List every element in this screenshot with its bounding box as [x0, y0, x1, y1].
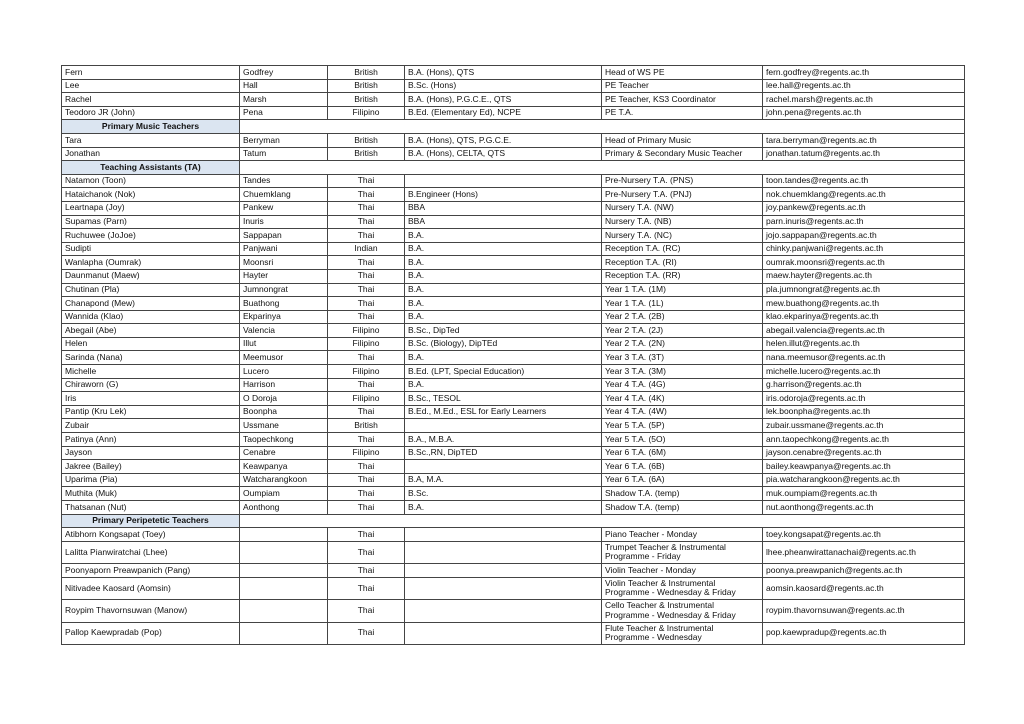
nationality-cell: Thai [328, 541, 405, 563]
first-name-cell: Iris [62, 392, 240, 406]
last-name-cell: Boonpha [240, 405, 328, 419]
table-row [62, 577, 965, 599]
table-row [62, 324, 965, 338]
nationality-cell: Thai [328, 188, 405, 202]
last-name-cell: Aonthong [240, 501, 328, 515]
table-row [62, 79, 965, 93]
qualifications-cell: B.A. [405, 297, 602, 311]
qualifications-cell: B.Ed. (LPT, Special Education) [405, 365, 602, 379]
first-name-cell: Supamas (Parn) [62, 215, 240, 229]
last-name-cell: Ussmane [240, 419, 328, 433]
first-name-cell: Chutinan (Pla) [62, 283, 240, 297]
last-name-cell: Watcharangkoon [240, 473, 328, 487]
email-cell: parn.inuris@regents.ac.th [763, 215, 965, 229]
position-cell: Violin Teacher & Instrumental Programme - Wednesday & Friday [602, 577, 763, 599]
first-name-cell: Michelle [62, 365, 240, 379]
nationality-cell: Filipino [328, 324, 405, 338]
email-cell: muk.oumpiam@regents.ac.th [763, 487, 965, 501]
nationality-cell: British [328, 93, 405, 107]
first-name-cell: Poonyaporn Preawpanich (Pang) [62, 564, 240, 578]
last-name-cell: Hayter [240, 269, 328, 283]
qualifications-cell: B.Sc.,RN, DipTED [405, 446, 602, 460]
first-name-cell: Rachel [62, 93, 240, 107]
table-row [62, 564, 965, 578]
position-cell: Year 2 T.A. (2N) [602, 337, 763, 351]
position-cell: Year 3 T.A. (3M) [602, 365, 763, 379]
position-cell: PE Teacher [602, 79, 763, 93]
position-cell: Piano Teacher - Monday [602, 528, 763, 542]
table-row [62, 215, 965, 229]
email-cell: oumrak.moonsri@regents.ac.th [763, 256, 965, 270]
table-row [62, 93, 965, 107]
email-cell: iris.odoroja@regents.ac.th [763, 392, 965, 406]
nationality-cell: Thai [328, 460, 405, 474]
email-cell: pop.kaewpradup@regents.ac.th [763, 622, 965, 644]
table-row [62, 201, 965, 215]
table-row [62, 541, 965, 563]
table-row [62, 473, 965, 487]
last-name-cell: Tatum [240, 147, 328, 161]
table-row [62, 446, 965, 460]
table-row [62, 133, 965, 147]
email-cell: abegail.valencia@regents.ac.th [763, 324, 965, 338]
email-cell: lhee.pheanwirattanachai@regents.ac.th [763, 541, 965, 563]
table-row [62, 242, 965, 256]
last-name-cell [240, 622, 328, 644]
first-name-cell: Patinya (Ann) [62, 433, 240, 447]
first-name-cell: Chiraworn (G) [62, 378, 240, 392]
last-name-cell: Inuris [240, 215, 328, 229]
table-row [62, 351, 965, 365]
first-name-cell: Wannida (Klao) [62, 310, 240, 324]
position-cell: Pre-Nursery T.A. (PNS) [602, 174, 763, 188]
position-cell: Year 6 T.A. (6B) [602, 460, 763, 474]
email-cell: michelle.lucero@regents.ac.th [763, 365, 965, 379]
nationality-cell: Thai [328, 405, 405, 419]
table-row [62, 310, 965, 324]
table-row [62, 378, 965, 392]
email-cell: toey.kongsapat@regents.ac.th [763, 528, 965, 542]
nationality-cell: Thai [328, 201, 405, 215]
position-cell: Violin Teacher - Monday [602, 564, 763, 578]
table-row [62, 269, 965, 283]
nationality-cell: Filipino [328, 446, 405, 460]
section-header-row [62, 514, 965, 528]
last-name-cell: Harrison [240, 378, 328, 392]
qualifications-cell: B.Sc. (Biology), DipTEd [405, 337, 602, 351]
email-cell: jonathan.tatum@regents.ac.th [763, 147, 965, 161]
first-name-cell: Tara [62, 133, 240, 147]
table-row [62, 66, 965, 80]
position-cell: Year 3 T.A. (3T) [602, 351, 763, 365]
first-name-cell: Daunmanut (Maew) [62, 269, 240, 283]
nationality-cell: Filipino [328, 337, 405, 351]
nationality-cell: Thai [328, 600, 405, 622]
table-row [62, 392, 965, 406]
first-name-cell: Sudipti [62, 242, 240, 256]
nationality-cell: Thai [328, 378, 405, 392]
position-cell: Head of WS PE [602, 66, 763, 80]
email-cell: mew.buathong@regents.ac.th [763, 297, 965, 311]
email-cell: tara.berryman@regents.ac.th [763, 133, 965, 147]
qualifications-cell: B.A. (Hons), QTS [405, 66, 602, 80]
table-row [62, 283, 965, 297]
email-cell: aomsin.kaosard@regents.ac.th [763, 577, 965, 599]
first-name-cell: Atibhorn Kongsapat (Toey) [62, 528, 240, 542]
nationality-cell: Thai [328, 229, 405, 243]
nationality-cell: Thai [328, 351, 405, 365]
first-name-cell: Fern [62, 66, 240, 80]
first-name-cell: Jonathan [62, 147, 240, 161]
qualifications-cell: B.A. [405, 501, 602, 515]
first-name-cell: Sarinda (Nana) [62, 351, 240, 365]
first-name-cell: Nitivadee Kaosard (Aomsin) [62, 577, 240, 599]
staff-directory-sheet [61, 65, 964, 645]
qualifications-cell [405, 564, 602, 578]
qualifications-cell: B.A. [405, 229, 602, 243]
qualifications-cell: B.Ed. (Elementary Ed), NCPE [405, 106, 602, 120]
email-cell: g.harrison@regents.ac.th [763, 378, 965, 392]
qualifications-cell: BBA [405, 201, 602, 215]
last-name-cell: Cenabre [240, 446, 328, 460]
qualifications-cell [405, 577, 602, 599]
email-cell: toon.tandes@regents.ac.th [763, 174, 965, 188]
qualifications-cell: B.A., M.B.A. [405, 433, 602, 447]
position-cell: Pre-Nursery T.A. (PNJ) [602, 188, 763, 202]
last-name-cell: Meemusor [240, 351, 328, 365]
email-cell: jojo.sappapan@regents.ac.th [763, 229, 965, 243]
position-cell: Cello Teacher & Instrumental Programme - Wednesday & Friday [602, 600, 763, 622]
nationality-cell: Thai [328, 501, 405, 515]
nationality-cell: Filipino [328, 392, 405, 406]
position-cell: Year 4 T.A. (4K) [602, 392, 763, 406]
email-cell: roypim.thavornsuwan@regents.ac.th [763, 600, 965, 622]
first-name-cell: Hataichanok (Nok) [62, 188, 240, 202]
last-name-cell: Sappapan [240, 229, 328, 243]
email-cell: poonya.preawpanich@regents.ac.th [763, 564, 965, 578]
position-cell: Flute Teacher & Instrumental Programme - Wednesday [602, 622, 763, 644]
last-name-cell: Valencia [240, 324, 328, 338]
qualifications-cell: B.Sc. (Hons) [405, 79, 602, 93]
email-cell: joy.pankew@regents.ac.th [763, 201, 965, 215]
table-row [62, 297, 965, 311]
nationality-cell: Thai [328, 215, 405, 229]
qualifications-cell [405, 419, 602, 433]
last-name-cell: Keawpanya [240, 460, 328, 474]
table-row [62, 501, 965, 515]
email-cell: fern.godfrey@regents.ac.th [763, 66, 965, 80]
email-cell: rachel.marsh@regents.ac.th [763, 93, 965, 107]
first-name-cell: Zubair [62, 419, 240, 433]
first-name-cell: Thatsanan (Nut) [62, 501, 240, 515]
last-name-cell: Illut [240, 337, 328, 351]
email-cell: helen.illut@regents.ac.th [763, 337, 965, 351]
first-name-cell: Chanapond (Mew) [62, 297, 240, 311]
last-name-cell [240, 528, 328, 542]
first-name-cell: Abegail (Abe) [62, 324, 240, 338]
email-cell: jayson.cenabre@regents.ac.th [763, 446, 965, 460]
qualifications-cell: B.Sc. [405, 487, 602, 501]
section-filler [240, 514, 965, 528]
table-row [62, 419, 965, 433]
section-title: Teaching Assistants (TA) [62, 161, 240, 175]
qualifications-cell: B.Sc., DipTed [405, 324, 602, 338]
table-row [62, 174, 965, 188]
first-name-cell: Uparima (Pia) [62, 473, 240, 487]
position-cell: Year 4 T.A. (4G) [602, 378, 763, 392]
last-name-cell: Pankew [240, 201, 328, 215]
position-cell: PE Teacher, KS3 Coordinator [602, 93, 763, 107]
qualifications-cell: B.A. [405, 283, 602, 297]
first-name-cell: Wanlapha (Oumrak) [62, 256, 240, 270]
table-row [62, 622, 965, 644]
last-name-cell: Taopechkong [240, 433, 328, 447]
position-cell: Shadow T.A. (temp) [602, 487, 763, 501]
position-cell: Trumpet Teacher & Instrumental Programme - Friday [602, 541, 763, 563]
email-cell: bailey.keawpanya@regents.ac.th [763, 460, 965, 474]
email-cell: chinky.panjwani@regents.ac.th [763, 242, 965, 256]
last-name-cell [240, 541, 328, 563]
table-row [62, 460, 965, 474]
nationality-cell: Thai [328, 577, 405, 599]
position-cell: Reception T.A. (RC) [602, 242, 763, 256]
qualifications-cell: B.A. [405, 351, 602, 365]
email-cell: pla.jumnongrat@regents.ac.th [763, 283, 965, 297]
qualifications-cell: B.A. (Hons), CELTA, QTS [405, 147, 602, 161]
nationality-cell: British [328, 79, 405, 93]
first-name-cell: Muthita (Muk) [62, 487, 240, 501]
table-row [62, 256, 965, 270]
table-row [62, 147, 965, 161]
last-name-cell: Jumnongrat [240, 283, 328, 297]
email-cell: nut.aonthong@regents.ac.th [763, 501, 965, 515]
last-name-cell: Tandes [240, 174, 328, 188]
nationality-cell: Thai [328, 256, 405, 270]
position-cell: Year 4 T.A. (4W) [602, 405, 763, 419]
position-cell: Year 5 T.A. (5O) [602, 433, 763, 447]
last-name-cell: Chuemklang [240, 188, 328, 202]
nationality-cell: Filipino [328, 365, 405, 379]
qualifications-cell: B.A. [405, 256, 602, 270]
last-name-cell: Marsh [240, 93, 328, 107]
table-row [62, 528, 965, 542]
section-title: Primary Music Teachers [62, 120, 240, 134]
first-name-cell: Jayson [62, 446, 240, 460]
nationality-cell: Thai [328, 528, 405, 542]
position-cell: Head of Primary Music [602, 133, 763, 147]
staff-table [61, 65, 965, 645]
email-cell: ann.taopechkong@regents.ac.th [763, 433, 965, 447]
first-name-cell: Natamon (Toon) [62, 174, 240, 188]
last-name-cell: Berryman [240, 133, 328, 147]
email-cell: pia.watcharangkoon@regents.ac.th [763, 473, 965, 487]
nationality-cell: Thai [328, 297, 405, 311]
nationality-cell: Thai [328, 622, 405, 644]
table-row [62, 188, 965, 202]
qualifications-cell: B.A. (Hons), QTS, P.G.C.E. [405, 133, 602, 147]
nationality-cell: Thai [328, 310, 405, 324]
qualifications-cell [405, 622, 602, 644]
first-name-cell: Leartnapa (Joy) [62, 201, 240, 215]
nationality-cell: Thai [328, 564, 405, 578]
email-cell: zubair.ussmane@regents.ac.th [763, 419, 965, 433]
last-name-cell: Hall [240, 79, 328, 93]
first-name-cell: Ruchuwee (JoJoe) [62, 229, 240, 243]
section-filler [240, 120, 965, 134]
section-header-row [62, 120, 965, 134]
email-cell: lee.hall@regents.ac.th [763, 79, 965, 93]
last-name-cell [240, 600, 328, 622]
position-cell: Year 2 T.A. (2B) [602, 310, 763, 324]
qualifications-cell [405, 541, 602, 563]
section-header-row [62, 161, 965, 175]
qualifications-cell: B.A. [405, 269, 602, 283]
email-cell: nana.meemusor@regents.ac.th [763, 351, 965, 365]
nationality-cell: British [328, 66, 405, 80]
last-name-cell [240, 564, 328, 578]
table-row [62, 487, 965, 501]
last-name-cell: Oumpiam [240, 487, 328, 501]
position-cell: Nursery T.A. (NB) [602, 215, 763, 229]
first-name-cell: Roypim Thavornsuwan (Manow) [62, 600, 240, 622]
table-row [62, 337, 965, 351]
position-cell: Nursery T.A. (NC) [602, 229, 763, 243]
position-cell: PE T.A. [602, 106, 763, 120]
last-name-cell: Ekparinya [240, 310, 328, 324]
position-cell: Primary & Secondary Music Teacher [602, 147, 763, 161]
last-name-cell: Moonsri [240, 256, 328, 270]
email-cell: john.pena@regents.ac.th [763, 106, 965, 120]
nationality-cell: British [328, 133, 405, 147]
last-name-cell: Lucero [240, 365, 328, 379]
table-row [62, 229, 965, 243]
last-name-cell: Panjwani [240, 242, 328, 256]
section-filler [240, 161, 965, 175]
nationality-cell: Indian [328, 242, 405, 256]
email-cell: nok.chuemklang@regents.ac.th [763, 188, 965, 202]
qualifications-cell: B.Sc., TESOL [405, 392, 602, 406]
nationality-cell: British [328, 419, 405, 433]
email-cell: maew.hayter@regents.ac.th [763, 269, 965, 283]
table-row [62, 600, 965, 622]
position-cell: Year 2 T.A. (2J) [602, 324, 763, 338]
first-name-cell: Teodoro JR (John) [62, 106, 240, 120]
qualifications-cell: B.Ed., M.Ed., ESL for Early Learners [405, 405, 602, 419]
first-name-cell: Pallop Kaewpradab (Pop) [62, 622, 240, 644]
last-name-cell: Buathong [240, 297, 328, 311]
nationality-cell: British [328, 147, 405, 161]
qualifications-cell: B.A. [405, 378, 602, 392]
last-name-cell: Pena [240, 106, 328, 120]
position-cell: Year 1 T.A. (1L) [602, 297, 763, 311]
qualifications-cell: B.A. [405, 242, 602, 256]
position-cell: Reception T.A. (RR) [602, 269, 763, 283]
position-cell: Shadow T.A. (temp) [602, 501, 763, 515]
email-cell: lek.boonpha@regents.ac.th [763, 405, 965, 419]
nationality-cell: Thai [328, 269, 405, 283]
nationality-cell: Thai [328, 473, 405, 487]
qualifications-cell: B.Engineer (Hons) [405, 188, 602, 202]
qualifications-cell [405, 460, 602, 474]
position-cell: Year 1 T.A. (1M) [602, 283, 763, 297]
table-row [62, 405, 965, 419]
qualifications-cell: B.A. (Hons), P.G.C.E., QTS [405, 93, 602, 107]
section-title: Primary Peripetetic Teachers [62, 514, 240, 528]
position-cell: Year 6 T.A. (6A) [602, 473, 763, 487]
qualifications-cell [405, 600, 602, 622]
qualifications-cell: BBA [405, 215, 602, 229]
nationality-cell: Thai [328, 433, 405, 447]
first-name-cell: Lee [62, 79, 240, 93]
first-name-cell: Jakree (Bailey) [62, 460, 240, 474]
nationality-cell: Thai [328, 487, 405, 501]
position-cell: Year 5 T.A. (5P) [602, 419, 763, 433]
nationality-cell: Filipino [328, 106, 405, 120]
position-cell: Nursery T.A. (NW) [602, 201, 763, 215]
email-cell: klao.ekparinya@regents.ac.th [763, 310, 965, 324]
position-cell: Reception T.A. (RI) [602, 256, 763, 270]
qualifications-cell [405, 528, 602, 542]
last-name-cell: O Doroja [240, 392, 328, 406]
nationality-cell: Thai [328, 283, 405, 297]
position-cell: Year 6 T.A. (6M) [602, 446, 763, 460]
first-name-cell: Lalitta Pianwiratchai (Lhee) [62, 541, 240, 563]
qualifications-cell: B.A. [405, 310, 602, 324]
first-name-cell: Pantip (Kru Lek) [62, 405, 240, 419]
qualifications-cell [405, 174, 602, 188]
qualifications-cell: B.A, M.A. [405, 473, 602, 487]
table-row [62, 433, 965, 447]
table-row [62, 106, 965, 120]
first-name-cell: Helen [62, 337, 240, 351]
table-row [62, 365, 965, 379]
last-name-cell [240, 577, 328, 599]
nationality-cell: Thai [328, 174, 405, 188]
last-name-cell: Godfrey [240, 66, 328, 80]
